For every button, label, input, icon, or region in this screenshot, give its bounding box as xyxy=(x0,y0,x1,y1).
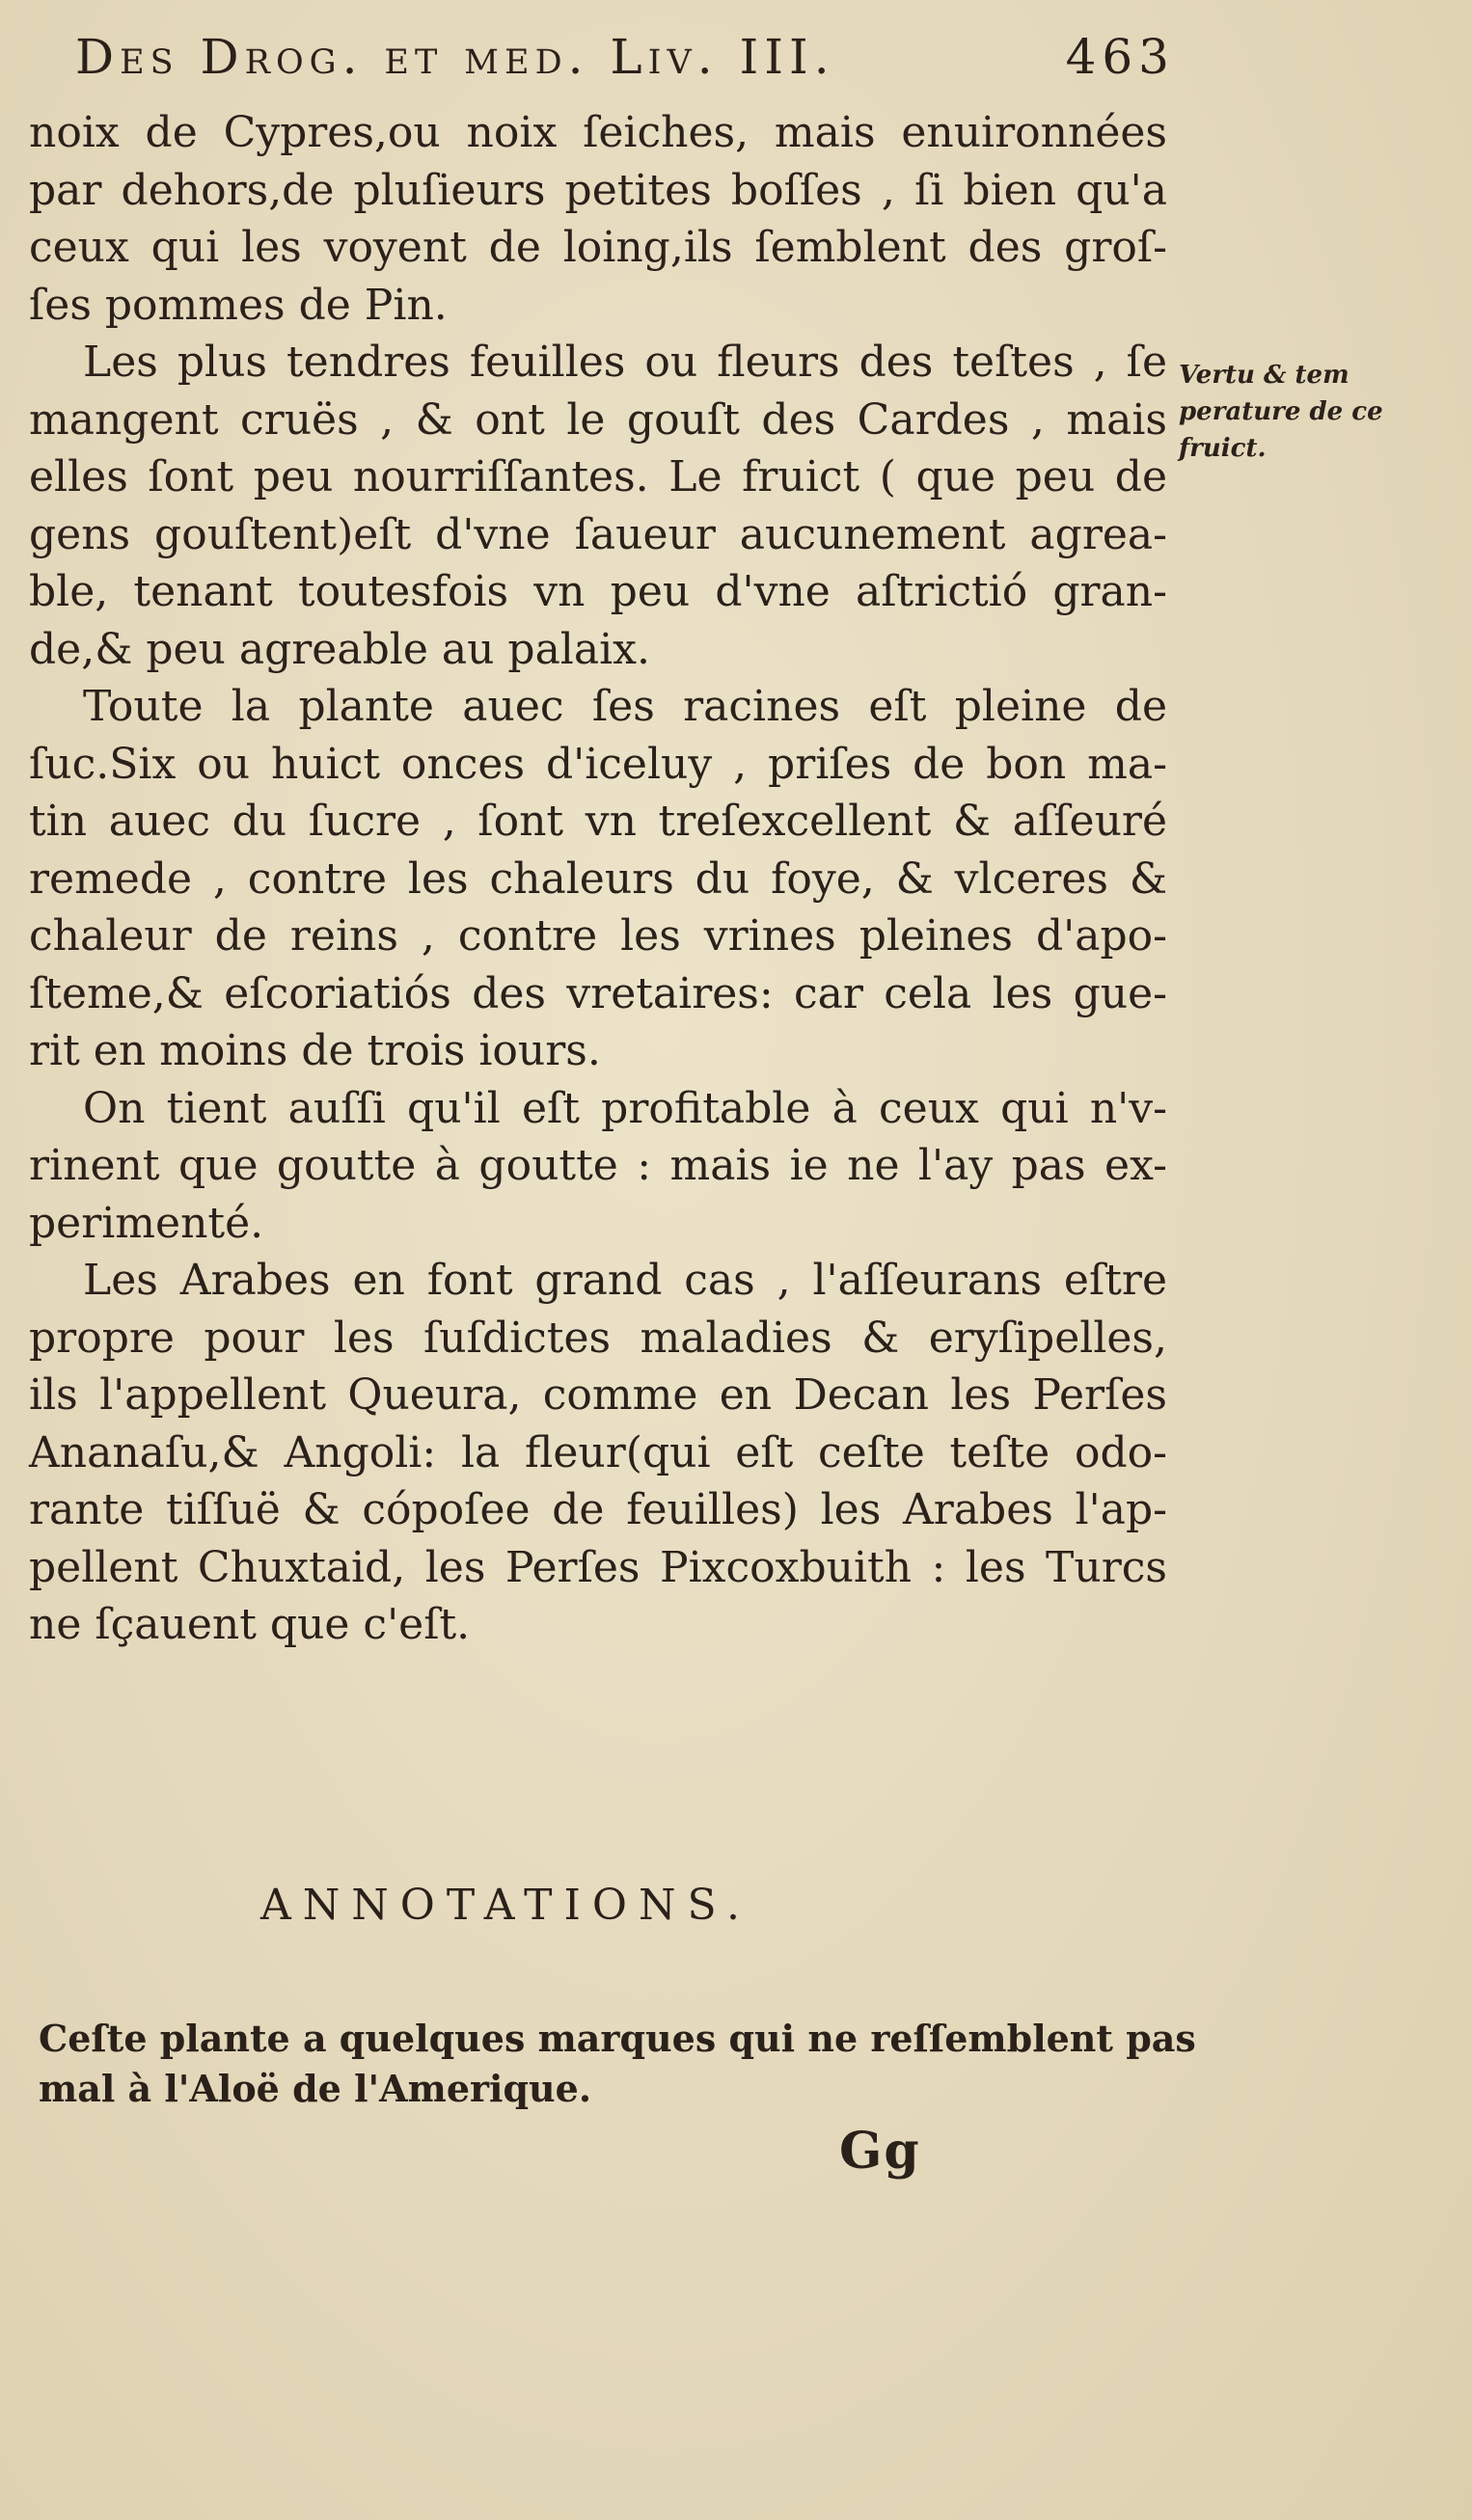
text-line: noix de Cypres,ou noix ſeiches, mais enuironnées xyxy=(29,108,1167,157)
text-line: ſuc.Six ou huict onces d'iceluy , priſes de bon ma- xyxy=(29,739,1167,789)
margin-note-line: Vertu & tem xyxy=(1179,361,1349,390)
page-number: 463 xyxy=(1065,29,1175,85)
margin-note xyxy=(1179,357,1410,467)
main-text xyxy=(29,104,1167,1654)
text-line: rit en moins de trois iours. xyxy=(29,1026,601,1075)
text-line: mangent cruës , & ont le gouſt des Cardes , mais xyxy=(29,394,1167,445)
text-line: Ceſte plante a quelques marques qui ne reſſemblent pas xyxy=(39,2017,1196,2060)
text-line: Les Arabes en font grand cas , l'aſſeurans eſtre xyxy=(83,1256,1167,1305)
paragraph xyxy=(29,1252,1167,1654)
margin-note-line: fruict. xyxy=(1179,434,1267,463)
running-head xyxy=(75,29,1175,85)
text-line: rinent que goutte à goutte : mais ie ne l'ay pas ex- xyxy=(29,1141,1167,1190)
paragraph xyxy=(29,1080,1167,1253)
text-line: ils l'appellent Queura, comme en Decan les Perſes xyxy=(29,1370,1167,1420)
paragraph xyxy=(29,104,1167,334)
text-line: pellent Chuxtaid, les Perſes Pixcoxbuith : les Turcs xyxy=(29,1542,1167,1592)
text-line: propre pour les ſuſdictes maladies & eryſipelles, xyxy=(29,1313,1167,1363)
text-line: de,& peu agreable au palaix. xyxy=(29,624,650,674)
text-line: On tient auſſi qu'il eſt profitable à ceux qui n'v- xyxy=(83,1083,1167,1133)
paragraph xyxy=(29,334,1167,678)
text-line: perimenté. xyxy=(29,1198,264,1248)
text-line: Ananaſu,& Angoli: la fleur(qui eſt ceſte teſte odo- xyxy=(29,1427,1167,1477)
text-line: par dehors,de pluſieurs petites boſſes , ſi bien qu'a xyxy=(29,165,1167,215)
annotations-heading: ANNOTATIONS. xyxy=(260,1881,752,1930)
text-line: ne ſçauent que c'eſt. xyxy=(29,1600,471,1649)
paragraph xyxy=(29,678,1167,1080)
text-line: ble, tenant toutesfois vn peu d'vne aſtrictió gran- xyxy=(29,567,1167,616)
text-line: tin auec du ſucre , ſont vn treſexcellent & aſſeuré xyxy=(29,797,1167,846)
annotations-text xyxy=(39,2014,1196,2114)
text-line: ſes pommes de Pin. xyxy=(29,280,448,330)
text-line: rante tiſſuë & cópoſee de feuilles) les Arabes l'ap- xyxy=(29,1485,1167,1534)
text-line: ſteme,& eſcoriatiós des vretaires: car cela les gue- xyxy=(29,968,1167,1018)
text-line: ceux qui les voyent de loing,ils ſemblent des groſ- xyxy=(29,223,1167,272)
text-line: chaleur de reins , contre les vrines pleines d'apo- xyxy=(29,911,1167,961)
text-line: mal à l'Aloë de l'Amerique. xyxy=(39,2067,592,2110)
text-line: Toute la plante auec ſes racines eſt pleine de xyxy=(83,682,1167,731)
text-line: remede , contre les chaleurs du foye, & vlceres & xyxy=(29,854,1167,904)
signature-mark: Gg xyxy=(839,2122,921,2181)
running-head-title: Des Drog. et med. Liv. III. xyxy=(75,29,835,85)
margin-note-line: perature de ce xyxy=(1179,397,1383,426)
text-line: gens gouſtent)eſt d'vne ſaueur aucunement agrea- xyxy=(29,509,1167,559)
text-line: Les plus tendres feuilles ou fleurs des teſtes , ſe xyxy=(83,338,1167,387)
text-line: elles ſont peu nourriſſantes. Le fruict ( que peu de xyxy=(29,452,1167,501)
